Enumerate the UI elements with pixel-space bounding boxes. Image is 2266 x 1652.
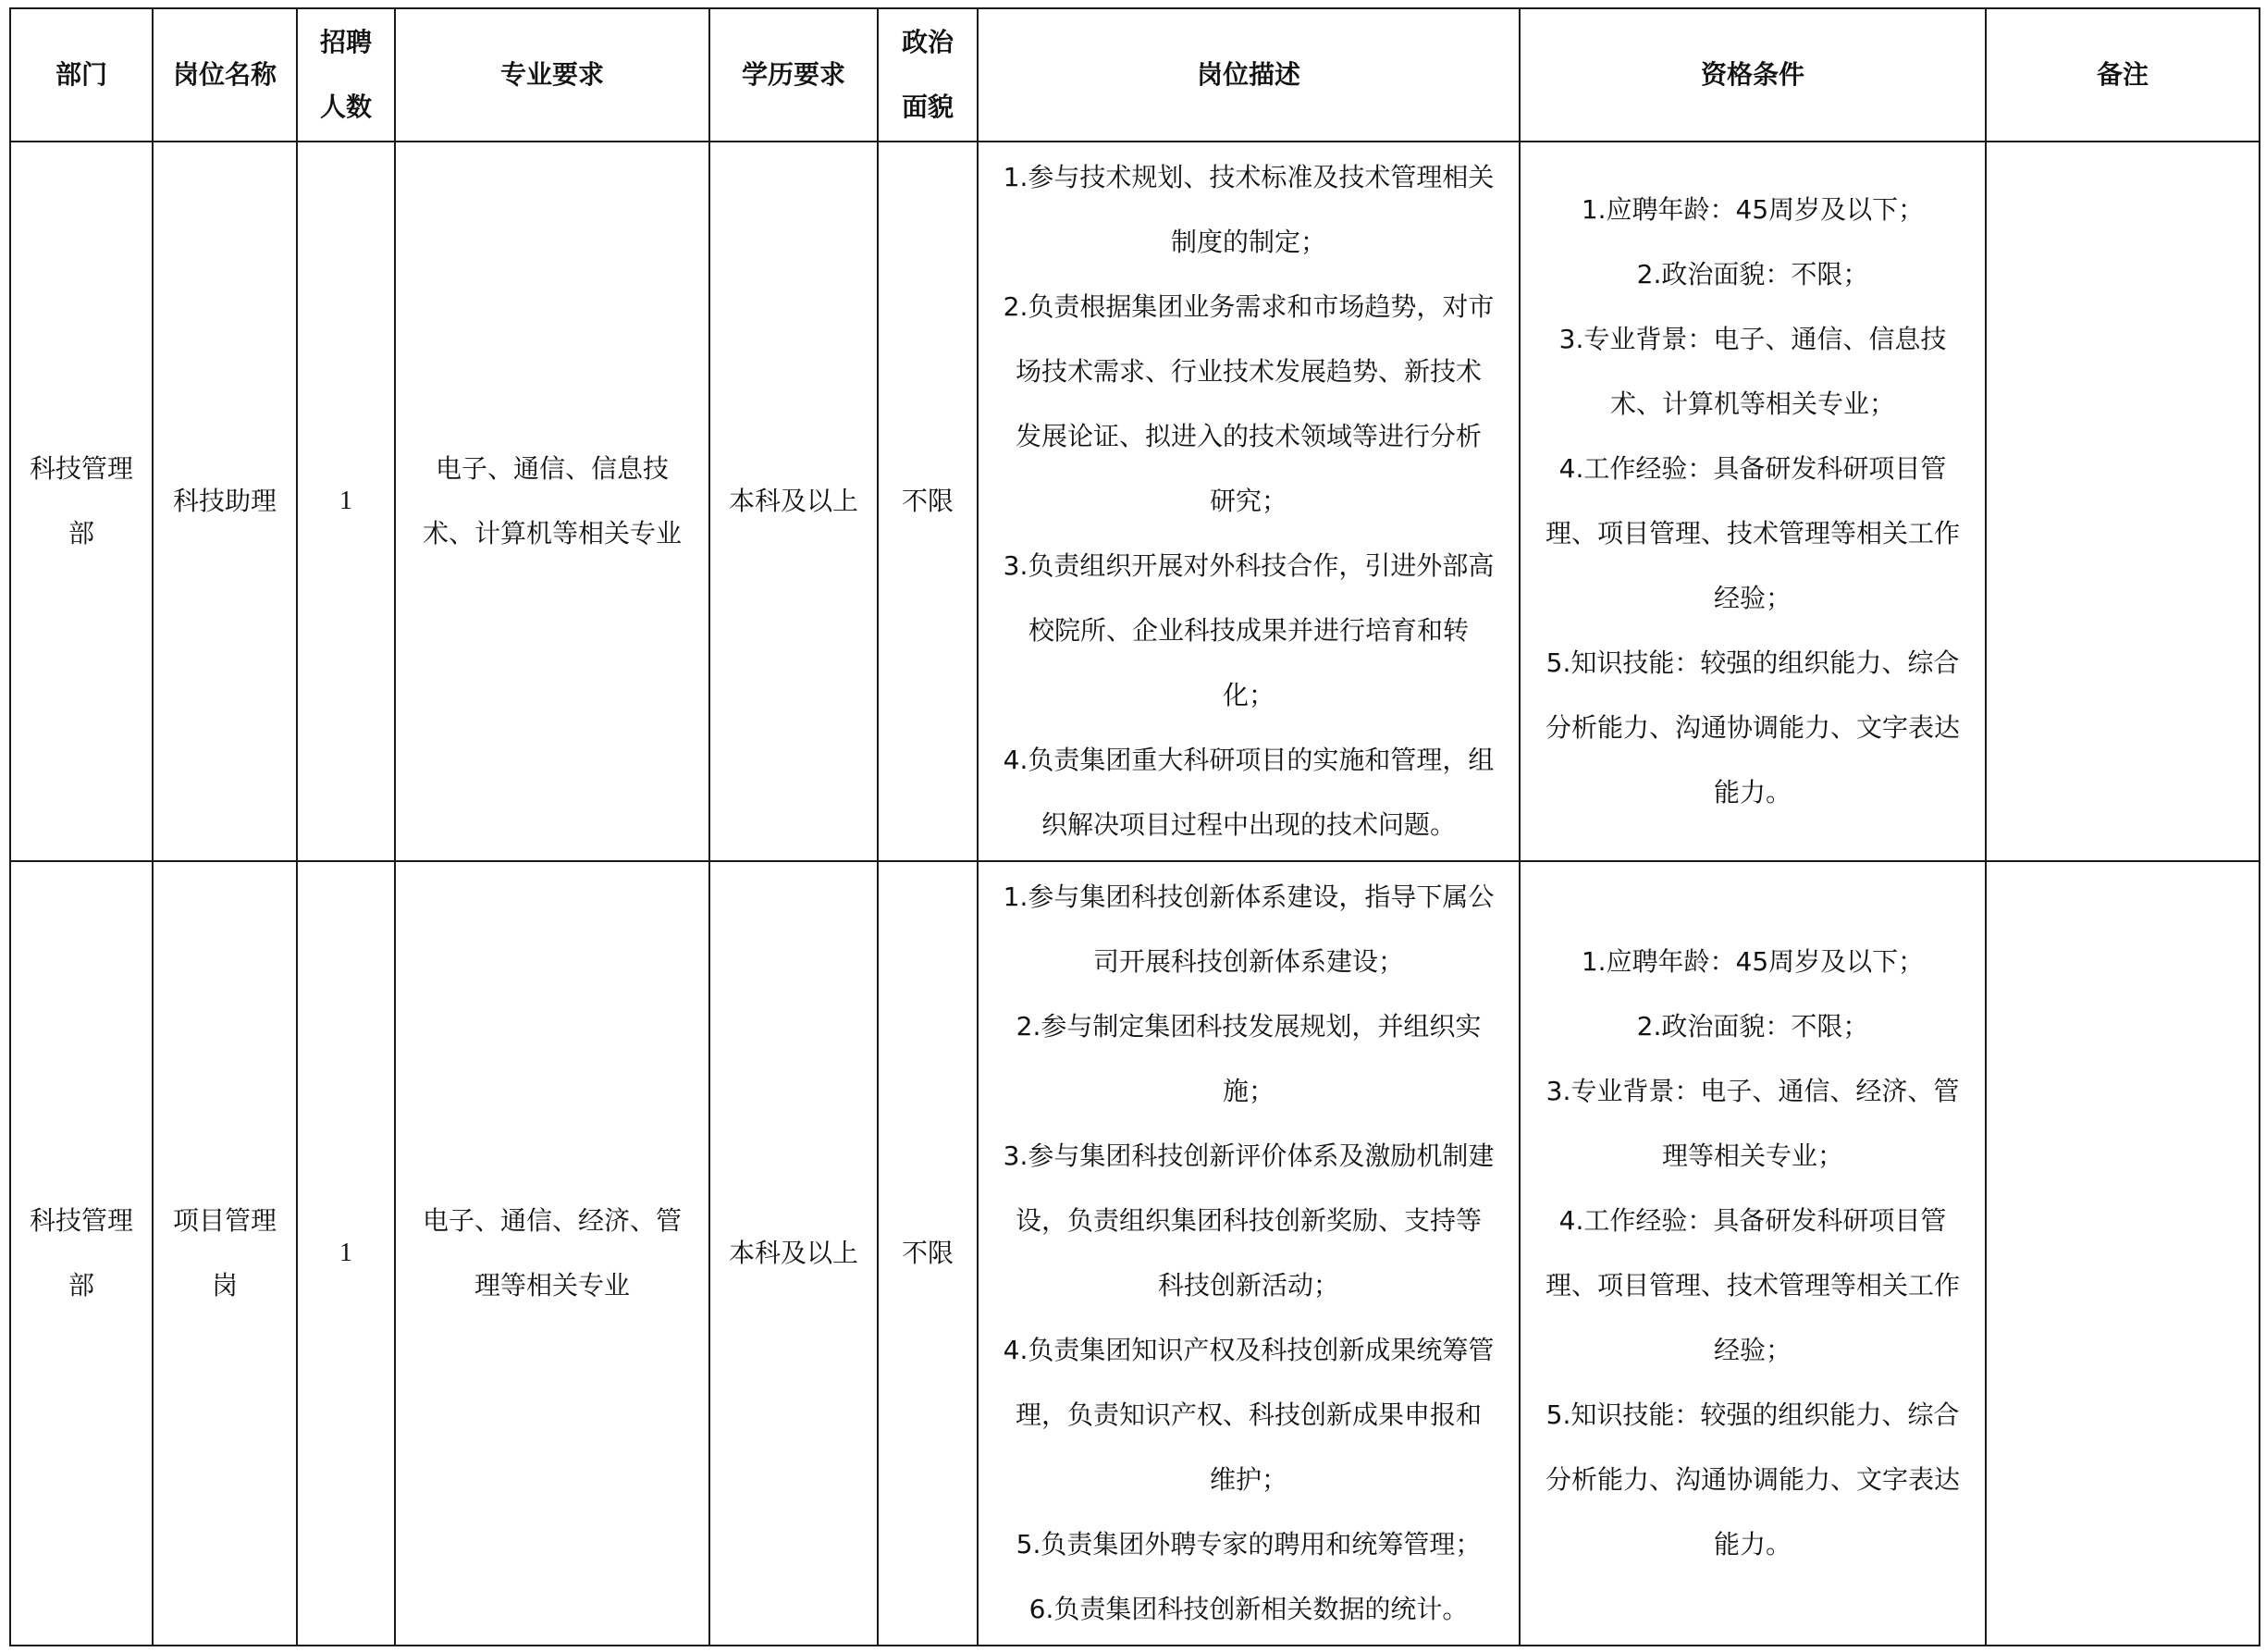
cell-dept: [10, 861, 153, 1646]
header-major: 专业要求: [395, 8, 709, 142]
cell-dept-line2: 部: [68, 1270, 94, 1301]
text-line: 1.应聘年龄：45周岁及以下；: [1581, 194, 1925, 225]
text-line: 理，负责知识产权、科技创新成果申报和: [1015, 1399, 1482, 1430]
text-line: 校院所、企业科技成果并进行培育和转: [1028, 615, 1469, 646]
header-row: [10, 8, 2260, 142]
text-line: 5.知识技能：较强的组织能力、综合: [1546, 1399, 1960, 1430]
header-remarks: 备注: [1986, 8, 2260, 142]
text-line: 2.政治面貌：不限；: [1636, 259, 1869, 290]
header-headcount: [297, 8, 395, 142]
cell-dept-line1: 科技管理: [29, 1205, 133, 1236]
text-line: 能力。: [1713, 1529, 1792, 1560]
text-line: 研究；: [1209, 486, 1287, 516]
cell-qualifications: [1520, 861, 1986, 1646]
header-political: [878, 8, 978, 142]
text-line: 3.负责组织开展对外科技合作，引进外部高: [1003, 550, 1495, 581]
text-line: 4.负责集团重大科研项目的实施和管理，组: [1003, 745, 1495, 775]
text-line: 制度的制定；: [1170, 227, 1326, 257]
cell-qualifications: [1520, 142, 1986, 861]
text-line: 5.知识技能：较强的组织能力、综合: [1546, 647, 1960, 678]
cell-position-line2: 岗: [211, 1270, 238, 1301]
qualification-lines: [1533, 178, 1972, 825]
text-line: 3.参与集团科技创新评价体系及激励机制建: [1003, 1140, 1495, 1171]
description-lines: [991, 865, 1506, 1642]
cell-education: 本科及以上: [709, 861, 878, 1646]
cell-description: [978, 142, 1520, 861]
text-line: 织解决项目过程中出现的技术问题。: [1041, 809, 1456, 840]
cell-major-line1: 电子、通信、经济、管: [422, 1205, 682, 1236]
cell-position: [153, 861, 297, 1646]
text-line: 科技创新活动；: [1157, 1270, 1339, 1301]
text-line: 司开展科技创新体系建设；: [1092, 946, 1404, 977]
text-line: 2.参与制定集团科技发展规划，并组织实: [1016, 1011, 1482, 1042]
text-line: 3.专业背景：电子、通信、信息技: [1558, 324, 1947, 354]
text-line: 6.负责集团科技创新相关数据的统计。: [1028, 1594, 1469, 1624]
text-line: 术、计算机等相关专业；: [1609, 388, 1895, 419]
text-line: 4.工作经验：具备研发科研项目管: [1558, 453, 1947, 484]
text-line: 化；: [1222, 680, 1275, 710]
text-line: 发展论证、拟进入的技术领域等进行分析: [1015, 421, 1482, 451]
text-line: 1.参与集团科技创新体系建设，指导下属公: [1003, 881, 1495, 912]
text-line: 设，负责组织集团科技创新奖励、支持等: [1015, 1205, 1482, 1236]
header-education: 学历要求: [709, 8, 878, 142]
text-line: 1.参与技术规划、技术标准及技术管理相关: [1003, 162, 1495, 192]
header-description: 岗位描述: [978, 8, 1520, 142]
header-headcount-line2: 人数: [319, 92, 372, 122]
cell-dept: [10, 142, 153, 861]
text-line: 理、项目管理、技术管理等相关工作: [1545, 1270, 1960, 1301]
cell-remarks: [1986, 142, 2260, 861]
cell-political: 不限: [878, 142, 978, 861]
qualification-lines: [1533, 930, 1972, 1577]
cell-education: 本科及以上: [709, 142, 878, 861]
table-row: [10, 142, 2260, 861]
text-line: 2.负责根据集团业务需求和市场趋势，对市: [1003, 291, 1495, 322]
cell-remarks: [1986, 861, 2260, 1646]
job-posting-table: [9, 7, 2260, 1646]
text-line: 场技术需求、行业技术发展趋势、新技术: [1015, 356, 1482, 387]
cell-major-line2: 理等相关专业: [474, 1270, 630, 1301]
text-line: 1.应聘年龄：45周岁及以下；: [1581, 946, 1925, 977]
cell-major-line2: 术、计算机等相关专业: [422, 518, 682, 549]
cell-major-line1: 电子、通信、信息技: [435, 453, 669, 484]
cell-position-line1: 科技助理: [172, 486, 277, 516]
header-political-line1: 政治: [901, 27, 954, 57]
text-line: 2.政治面貌：不限；: [1636, 1011, 1869, 1042]
header-dept: 部门: [10, 8, 153, 142]
cell-major: [395, 861, 709, 1646]
header-position: 岗位名称: [153, 8, 297, 142]
text-line: 能力。: [1713, 777, 1792, 808]
text-line: 施；: [1222, 1076, 1275, 1106]
text-line: 3.专业背景：电子、通信、经济、管: [1546, 1076, 1960, 1106]
header-political-line2: 面貌: [901, 92, 954, 122]
text-line: 分析能力、沟通协调能力、文字表达: [1545, 1464, 1960, 1495]
cell-headcount: 1: [297, 142, 395, 861]
text-line: 经验；: [1713, 1335, 1792, 1365]
text-line: 经验；: [1713, 583, 1792, 613]
header-qualifications: 资格条件: [1520, 8, 1986, 142]
table-row: [10, 861, 2260, 1646]
text-line: 5.负责集团外聘专家的聘用和统筹管理；: [1016, 1529, 1482, 1560]
description-lines: [991, 145, 1506, 857]
cell-dept-line2: 部: [68, 518, 94, 549]
text-line: 4.工作经验：具备研发科研项目管: [1558, 1205, 1947, 1236]
text-line: 维护；: [1209, 1464, 1287, 1495]
header-headcount-line1: 招聘: [319, 27, 372, 57]
cell-position-line1: 项目管理: [172, 1205, 277, 1236]
cell-headcount: 1: [297, 861, 395, 1646]
cell-position: [153, 142, 297, 861]
cell-major: [395, 142, 709, 861]
text-line: 4.负责集团知识产权及科技创新成果统筹管: [1003, 1335, 1495, 1365]
text-line: 分析能力、沟通协调能力、文字表达: [1545, 712, 1960, 743]
text-line: 理等相关专业；: [1661, 1140, 1843, 1171]
text-line: 理、项目管理、技术管理等相关工作: [1545, 518, 1960, 549]
cell-description: [978, 861, 1520, 1646]
cell-political: 不限: [878, 861, 978, 1646]
cell-dept-line1: 科技管理: [29, 453, 133, 484]
